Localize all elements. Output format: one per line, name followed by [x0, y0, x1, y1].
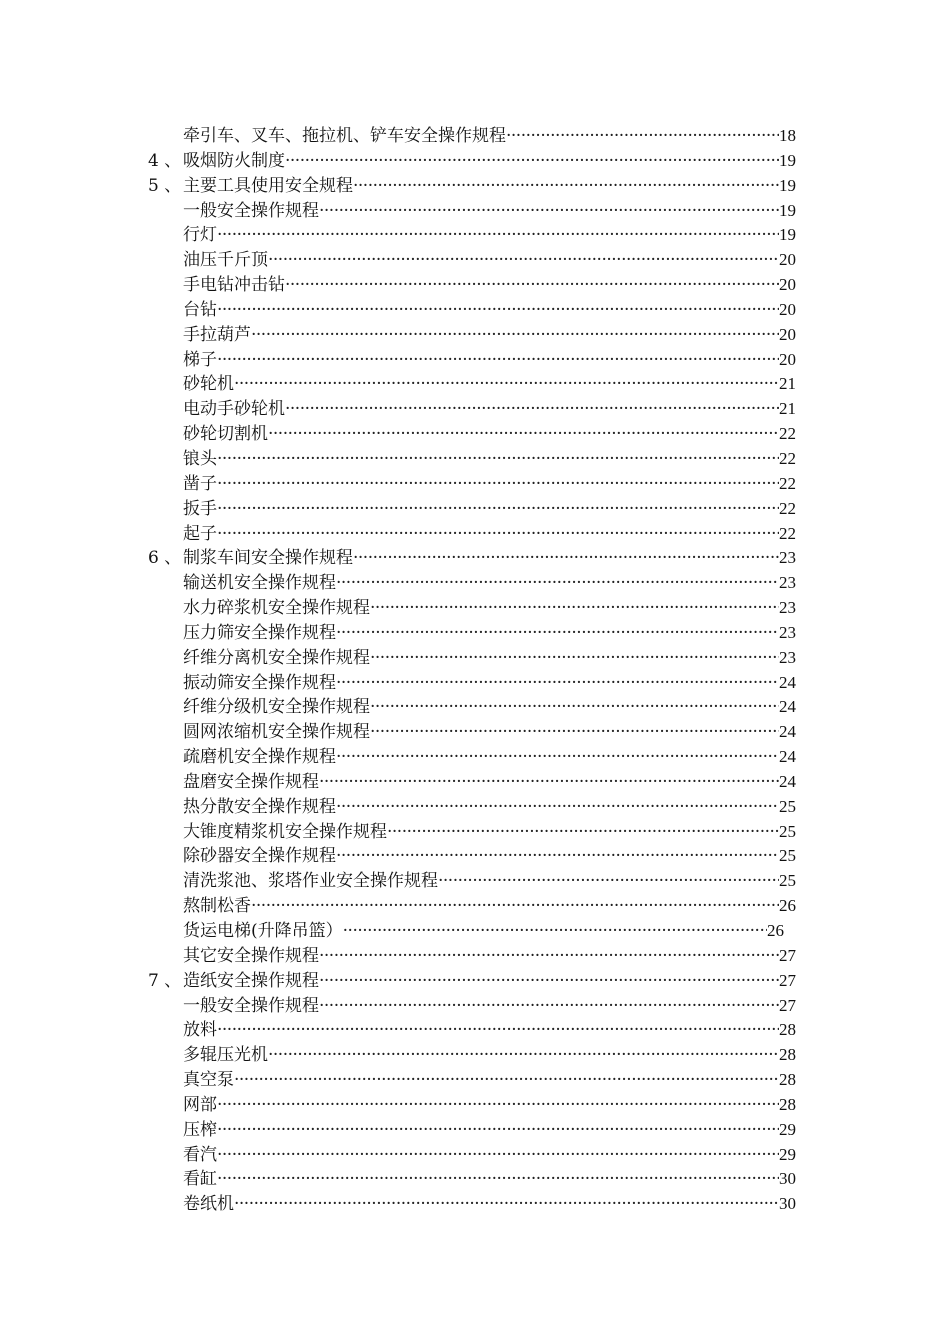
toc-title: 压榨 [183, 1119, 217, 1140]
toc-page-number: 28 [779, 1045, 796, 1065]
toc-page-number: 26 [767, 921, 784, 940]
toc-page-number: 22 [779, 498, 796, 518]
toc-entry-line [183, 621, 796, 646]
toc-entry-line [183, 273, 796, 298]
toc-dot-leader [217, 522, 779, 547]
toc-page-number: 25 [779, 871, 796, 891]
toc-page-number: 20 [779, 275, 796, 295]
toc-title: 熬制松香 [183, 896, 251, 917]
toc-dot-leader [217, 472, 779, 497]
toc-title: 振动筛安全操作规程 [183, 672, 336, 693]
toc-entry-line [183, 447, 796, 472]
toc-dot-leader [217, 1093, 779, 1118]
toc-page-number: 19 [779, 175, 796, 195]
toc-entry[interactable] [0, 223, 950, 248]
toc-entry[interactable] [0, 149, 950, 174]
toc-entry-line [183, 646, 796, 671]
toc-dot-leader [268, 422, 779, 447]
toc-entry[interactable] [0, 472, 950, 497]
toc-page-number: 27 [779, 995, 796, 1015]
toc-dot-leader [217, 1018, 779, 1043]
toc-entry-line [183, 1167, 796, 1192]
toc-page-number: 25 [779, 796, 796, 816]
toc-entry[interactable] [0, 497, 950, 522]
toc-entry[interactable] [0, 1143, 950, 1168]
toc-dot-leader [217, 298, 779, 323]
toc-page-number: 30 [779, 1169, 796, 1189]
toc-entry[interactable] [0, 348, 950, 373]
toc-page-number: 30 [779, 1194, 796, 1214]
toc-entry-line [183, 720, 796, 745]
toc-dot-leader [387, 820, 779, 845]
toc-entry-line [183, 1118, 796, 1143]
toc-entry[interactable] [0, 422, 950, 447]
toc-title: 扳手 [183, 498, 217, 519]
toc-entry-line [183, 372, 796, 397]
toc-section-number: 5 、 [148, 175, 182, 196]
toc-dot-leader [268, 248, 779, 273]
toc-dot-leader [319, 969, 779, 994]
toc-title: 其它安全操作规程 [183, 945, 319, 966]
toc-entry[interactable] [0, 323, 950, 348]
toc-entry[interactable] [0, 571, 950, 596]
toc-dot-leader [370, 720, 779, 745]
toc-title: 纤维分级机安全操作规程 [183, 697, 370, 718]
toc-page-number: 24 [779, 672, 796, 692]
toc-dot-leader [336, 621, 779, 646]
toc-entry[interactable] [0, 671, 950, 696]
toc-entry[interactable] [0, 894, 950, 919]
toc-dot-leader [343, 919, 767, 944]
toc-page-number: 23 [779, 598, 796, 618]
toc-title: 除砂器安全操作规程 [183, 846, 336, 867]
toc-entry-line [183, 522, 796, 547]
toc-entry-line [183, 546, 796, 571]
toc-entry-line [183, 1018, 796, 1043]
toc-dot-leader [217, 1167, 779, 1192]
toc-title: 热分散安全操作规程 [183, 796, 336, 817]
toc-page-number: 23 [779, 573, 796, 593]
toc-page-number: 24 [779, 722, 796, 742]
toc-entry[interactable] [0, 596, 950, 621]
toc-page-number: 22 [779, 473, 796, 493]
toc-entry-line [183, 994, 796, 1019]
toc-page-number: 20 [779, 324, 796, 344]
toc-page-number: 18 [779, 126, 796, 145]
toc-entry[interactable] [0, 546, 950, 571]
toc-title: 清洗浆池、浆塔作业安全操作规程 [183, 871, 438, 892]
toc-entry[interactable] [0, 869, 950, 894]
toc-entry-line [183, 422, 796, 447]
toc-entry-line [183, 695, 796, 720]
toc-dot-leader [319, 770, 779, 795]
toc-page-number: 28 [779, 1094, 796, 1114]
table-of-contents [0, 124, 950, 1217]
toc-dot-leader [217, 1118, 779, 1143]
toc-title: 手电钻冲击钻 [183, 275, 285, 296]
toc-dot-leader [251, 894, 779, 919]
toc-dot-leader [336, 745, 779, 770]
toc-entry-line [183, 199, 796, 224]
toc-entry[interactable] [0, 397, 950, 422]
toc-title: 一般安全操作规程 [183, 200, 319, 221]
toc-dot-leader [217, 497, 779, 522]
toc-dot-leader [319, 994, 779, 1019]
toc-page-number: 25 [779, 821, 796, 841]
toc-entry-line [183, 894, 796, 919]
toc-title: 一般安全操作规程 [183, 995, 319, 1016]
toc-dot-leader [336, 571, 779, 596]
toc-entry-line [183, 1093, 796, 1118]
toc-page-number: 24 [779, 747, 796, 767]
toc-dot-leader [285, 273, 779, 298]
toc-dot-leader [285, 397, 779, 422]
toc-dot-leader [217, 223, 779, 248]
toc-entry-line [183, 348, 796, 373]
toc-entry-line [183, 1068, 796, 1093]
toc-entry[interactable] [0, 1118, 950, 1143]
toc-dot-leader [285, 149, 779, 174]
toc-dot-leader [336, 844, 779, 869]
toc-entry-line [183, 820, 796, 845]
toc-page-number: 26 [779, 896, 796, 916]
toc-entry[interactable] [0, 621, 950, 646]
toc-title: 看缸 [183, 1169, 217, 1190]
toc-entry-line [183, 323, 796, 348]
toc-entry-line [183, 745, 796, 770]
toc-title: 电动手砂轮机 [183, 399, 285, 420]
toc-title: 锒头 [183, 448, 217, 469]
toc-dot-leader [319, 944, 779, 969]
toc-entry-line [183, 919, 784, 944]
toc-entry-line [183, 671, 796, 696]
toc-page-number: 20 [779, 349, 796, 369]
toc-entry-line [183, 248, 796, 273]
toc-title: 纤维分离机安全操作规程 [183, 647, 370, 668]
toc-page-number: 20 [779, 299, 796, 319]
toc-page-number: 28 [779, 1020, 796, 1040]
toc-page-number: 29 [779, 1119, 796, 1139]
toc-entry[interactable] [0, 248, 950, 273]
toc-section-number: 6 、 [148, 548, 182, 569]
toc-title: 压力筛安全操作规程 [183, 622, 336, 643]
toc-entry-line [183, 149, 796, 174]
toc-entry-line [183, 770, 796, 795]
toc-title: 圆网浓缩机安全操作规程 [183, 722, 370, 743]
toc-title: 多辊压光机 [183, 1045, 268, 1066]
toc-title: 造纸安全操作规程 [183, 970, 319, 991]
toc-entry[interactable] [0, 646, 950, 671]
toc-entry[interactable] [0, 1068, 950, 1093]
toc-entry[interactable] [0, 820, 950, 845]
toc-entry[interactable] [0, 1167, 950, 1192]
toc-title: 真空泵 [183, 1070, 234, 1091]
toc-title: 大锥度精浆机安全操作规程 [183, 821, 387, 842]
toc-entry[interactable] [0, 944, 950, 969]
toc-page-number: 19 [779, 200, 796, 220]
toc-dot-leader [234, 372, 779, 397]
toc-entry[interactable] [0, 1018, 950, 1043]
toc-entry[interactable] [0, 199, 950, 224]
toc-title: 砂轮切割机 [183, 424, 268, 445]
toc-entry[interactable] [0, 372, 950, 397]
toc-dot-leader [370, 646, 779, 671]
toc-page-number: 22 [779, 424, 796, 444]
toc-title: 疏磨机安全操作规程 [183, 747, 336, 768]
toc-entry-line [183, 174, 796, 199]
toc-page-number: 27 [779, 970, 796, 990]
toc-title: 油压千斤顶 [183, 250, 268, 271]
toc-entry[interactable] [0, 298, 950, 323]
toc-entry[interactable] [0, 969, 950, 994]
toc-page-number: 25 [779, 846, 796, 866]
toc-title: 砂轮机 [183, 374, 234, 395]
toc-dot-leader [251, 323, 779, 348]
toc-entry[interactable] [0, 795, 950, 820]
toc-page-number: 24 [779, 771, 796, 791]
toc-entry[interactable] [0, 844, 950, 869]
toc-title: 行灯 [183, 225, 217, 246]
toc-dot-leader [370, 596, 779, 621]
toc-title: 货运电梯(升降吊篮） [183, 921, 343, 941]
toc-entry-line [183, 497, 796, 522]
toc-entry[interactable] [0, 522, 950, 547]
toc-page-number: 28 [779, 1070, 796, 1090]
toc-dot-leader [217, 348, 779, 373]
toc-entry[interactable] [0, 695, 950, 720]
toc-page-number: 23 [779, 622, 796, 642]
toc-title: 梯子 [183, 349, 217, 370]
toc-page-number: 27 [779, 945, 796, 965]
toc-dot-leader [370, 695, 779, 720]
toc-entry-line [183, 1143, 796, 1168]
toc-dot-leader [319, 199, 779, 224]
toc-entry-line [183, 1043, 796, 1068]
toc-title: 卷纸机 [183, 1194, 234, 1215]
toc-page-number: 21 [779, 374, 796, 394]
toc-title: 放料 [183, 1020, 217, 1041]
toc-entry[interactable] [0, 1192, 950, 1217]
toc-entry[interactable] [0, 745, 950, 770]
toc-entry-line [183, 596, 796, 621]
toc-page-number: 19 [779, 150, 796, 170]
toc-title: 输送机安全操作规程 [183, 573, 336, 594]
toc-page-number: 23 [779, 647, 796, 667]
toc-dot-leader [217, 447, 779, 472]
toc-title: 吸烟防火制度 [183, 150, 285, 171]
toc-title: 凿子 [183, 473, 217, 494]
toc-dot-leader [353, 546, 779, 571]
toc-title: 主要工具使用安全规程 [183, 175, 353, 196]
toc-page-number: 22 [779, 448, 796, 468]
toc-entry[interactable] [0, 174, 950, 199]
toc-entry-line [183, 397, 796, 422]
toc-dot-leader [506, 124, 779, 149]
toc-page-number: 24 [779, 697, 796, 717]
toc-title: 盘磨安全操作规程 [183, 771, 319, 792]
toc-entry[interactable] [0, 1043, 950, 1068]
toc-page-number: 20 [779, 250, 796, 270]
toc-dot-leader [268, 1043, 779, 1068]
toc-title: 制浆车间安全操作规程 [183, 548, 353, 569]
toc-page-number: 19 [779, 225, 796, 245]
toc-title: 台钻 [183, 299, 217, 320]
toc-entry[interactable] [0, 720, 950, 745]
toc-entry-line [183, 124, 796, 149]
toc-entry[interactable] [0, 770, 950, 795]
toc-title: 网部 [183, 1094, 217, 1115]
toc-entry[interactable] [0, 1093, 950, 1118]
toc-page-number: 29 [779, 1144, 796, 1164]
toc-entry-line [183, 571, 796, 596]
toc-dot-leader [336, 671, 779, 696]
toc-entry-line [183, 472, 796, 497]
toc-dot-leader [234, 1192, 779, 1217]
toc-title: 看汽 [183, 1144, 217, 1165]
toc-title: 手拉葫芦 [183, 324, 251, 345]
toc-entry-line [183, 869, 796, 894]
toc-entry[interactable] [0, 273, 950, 298]
toc-entry-line [183, 298, 796, 323]
toc-entry-line [183, 223, 796, 248]
toc-entry-line [183, 1192, 796, 1217]
toc-entry[interactable] [0, 124, 950, 149]
toc-page-number: 21 [779, 399, 796, 419]
toc-entry-line [183, 969, 796, 994]
toc-section-number: 7 、 [148, 970, 182, 991]
toc-entry[interactable] [0, 447, 950, 472]
toc-section-number: 4 、 [148, 150, 182, 171]
toc-dot-leader [438, 869, 779, 894]
toc-entry-line [183, 844, 796, 869]
toc-dot-leader [336, 795, 779, 820]
toc-title: 起子 [183, 523, 217, 544]
toc-entry-line [183, 944, 796, 969]
toc-entry[interactable] [0, 994, 950, 1019]
toc-entry[interactable] [0, 919, 950, 944]
toc-page-number: 23 [779, 548, 796, 568]
toc-title: 水力碎浆机安全操作规程 [183, 598, 370, 619]
toc-dot-leader [353, 174, 779, 199]
toc-page-number: 22 [779, 523, 796, 543]
toc-dot-leader [234, 1068, 779, 1093]
toc-title: 牵引车、叉车、拖拉机、铲车安全操作规程 [183, 126, 506, 146]
toc-entry-line [183, 795, 796, 820]
toc-dot-leader [217, 1143, 779, 1168]
